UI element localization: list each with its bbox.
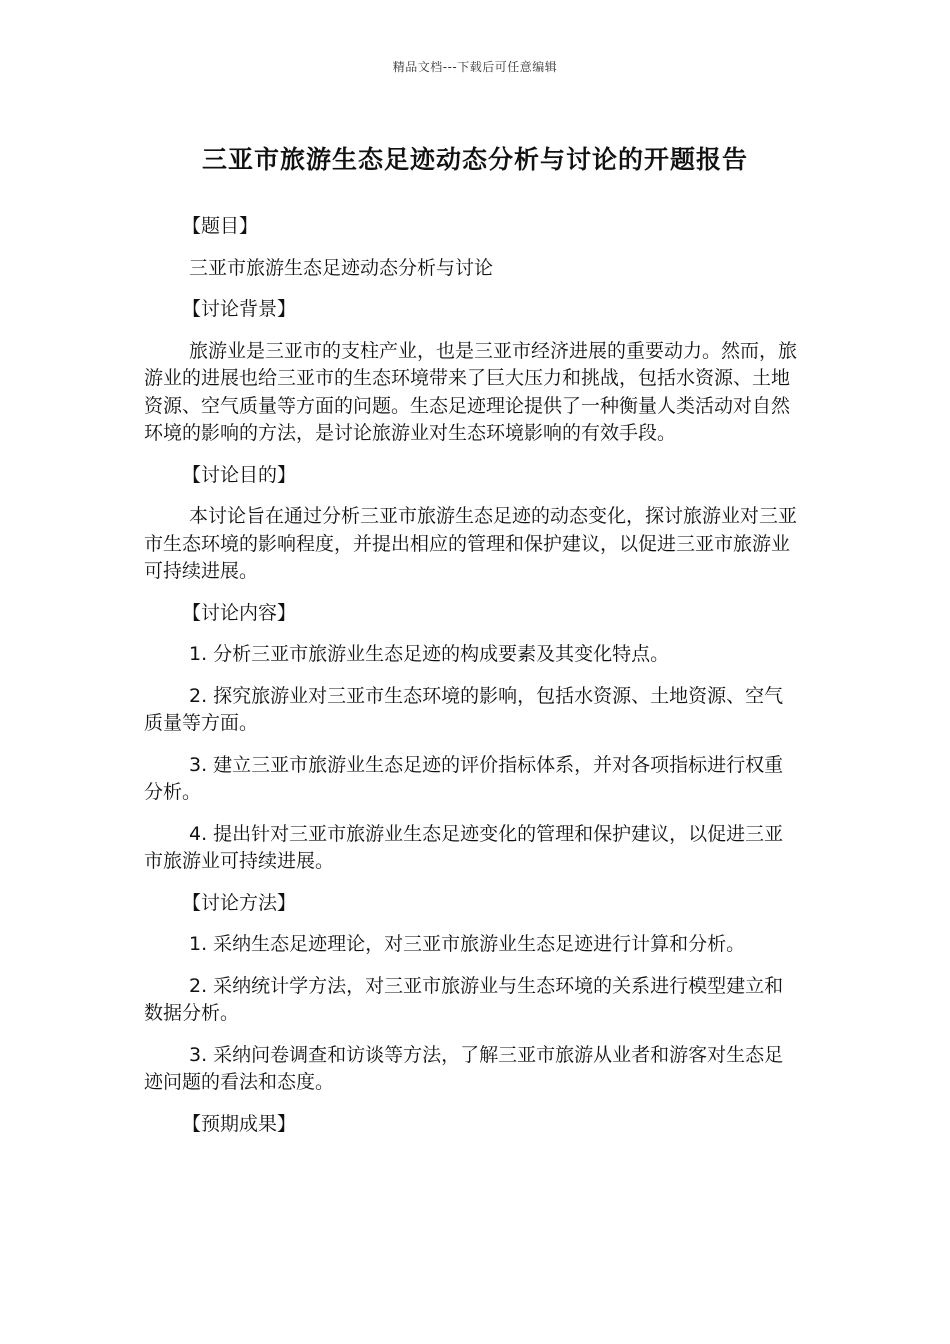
topic-text: 三亚市旅游生态足迹动态分析与讨论 (189, 256, 494, 279)
method-item-2: 2. 采纳统计学方法，对三亚市旅游业与生态环境的关系进行模型建立和数据分析。 (144, 974, 784, 1024)
content-heading: 【讨论内容】 (182, 601, 297, 624)
content-item-2: 2. 探究旅游业对三亚市生态环境的影响，包括水资源、土地资源、空气质量等方面。 (144, 684, 784, 734)
content-item-1: 1. 分析三亚市旅游业生态足迹的构成要素及其变化特点。 (189, 643, 670, 665)
topic-heading: 【题目】 (182, 215, 259, 237)
background-paragraph: 旅游业是三亚市的支柱产业，也是三亚市经济进展的重要动力。然而，旅游业的进展也给三亚市的生态环境带来了巨大压力和挑战，包括水资源、土地资源、空气质量等方面的问题。生态足迹理论提供了一种衡量人类活动对自然环境的影响的方法，是讨论旅游业对生态环境影响的有效手段。 (144, 339, 798, 444)
document-title: 三亚市旅游生态足迹动态分析与讨论的开题报告 (201, 145, 748, 174)
content-item-4: 4. 提出针对三亚市旅游业生态足迹变化的管理和保护建议，以促进三亚市旅游业可持续进展。 (144, 822, 784, 872)
purpose-paragraph: 本讨论旨在通过分析三亚市旅游生态足迹的动态变化，探讨旅游业对三亚市生态环境的影响程度，并提出相应的管理和保护建议，以促进三亚市旅游业可持续进展。 (144, 505, 798, 582)
header-note: 精品文档---下载后可任意编辑 (392, 60, 558, 74)
results-heading: 【预期成果】 (182, 1112, 297, 1135)
document-body (144, 213, 800, 1152)
method-item-3: 3. 采纳问卷调查和访谈等方法，了解三亚市旅游从业者和游客对生态足迹问题的看法和态度。 (144, 1043, 784, 1093)
content-item-3: 3. 建立三亚市旅游业生态足迹的评价指标体系，并对各项指标进行权重分析。 (144, 753, 784, 803)
method-item-1: 1. 采纳生态足迹理论，对三亚市旅游业生态足迹进行计算和分析。 (189, 933, 746, 955)
method-heading: 【讨论方法】 (182, 891, 297, 914)
purpose-heading: 【讨论目的】 (182, 463, 297, 486)
background-heading: 【讨论背景】 (182, 298, 297, 320)
